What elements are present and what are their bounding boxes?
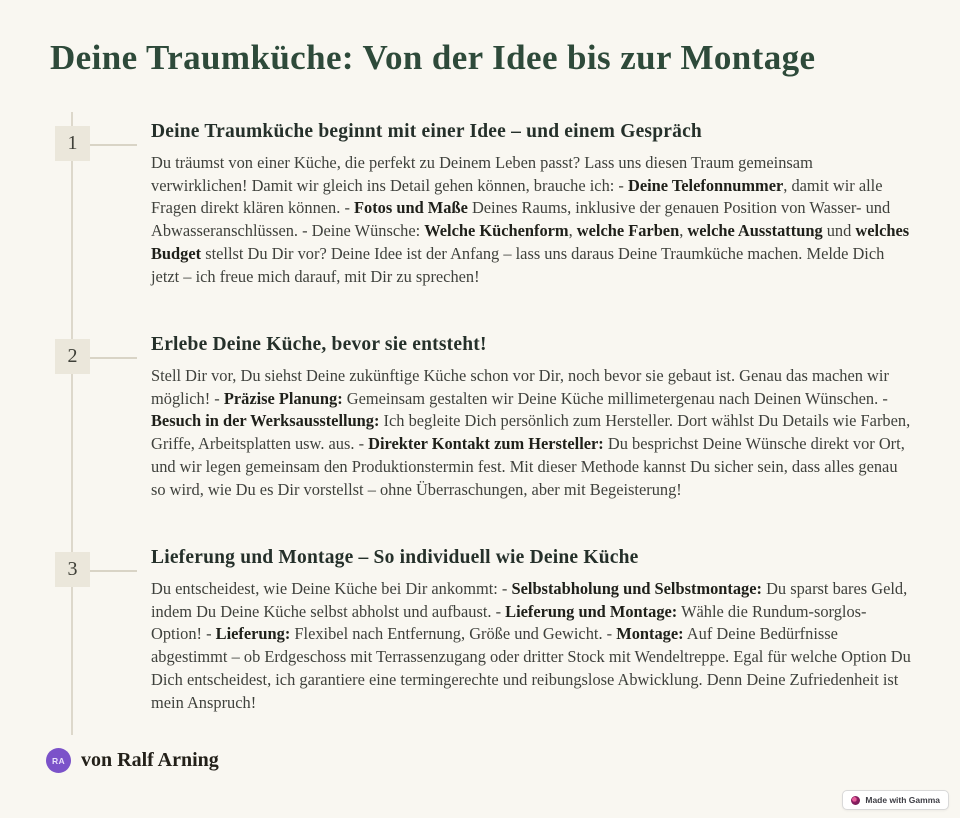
author-footer <box>46 748 219 773</box>
gamma-badge-label: Made with Gamma <box>865 795 940 805</box>
gamma-logo-icon <box>851 796 860 805</box>
section-number-badge <box>55 126 90 161</box>
section-body: Du entscheidest, wie Deine Küche bei Dir ankommt: - Selbstabholung und Selbstmontage: Du sparst bares Geld, indem Du Deine Küche selbst abholst und aufbaust. - Lieferung und Montage: Wähle die Rundum-sorglos-Option! - Lieferung: Flexibel nach Entfernung, Größe und Gewicht. - Montage: Auf Deine Bedürfnisse abgestimmt – ob Erdgeschoss mit Terrassenzugang oder dritter Stock mit Wendeltreppe. Egal für welche Option Du Dich entscheidest, ich garantiere eine termingerechte und reibungslose Abwicklung. Denn Deine Zufriedenheit ist mein Anspruch! <box>151 579 911 712</box>
section-number-badge <box>55 552 90 587</box>
section-body: Stell Dir vor, Du siehst Deine zukünftige Küche schon vor Dir, noch bevor sie gebaut ist. Genau das machen wir möglich! - Präzise Planung: Gemeinsam gestalten wir Deine Küche millimetergenau nach Deinen Wünschen. - Besuch in der Werksausstellung: Ich begleite Dich persönlich zum Hersteller. Dort wählst Du Details wie Farben, Griffe, Arbeitsplatten usw. aus. - Direkter Kontakt zum Hersteller: Du besprichst Deine Wünsche direkt vor Ort, und wir legen gemeinsam den Produktionstermin fest. Mit dieser Methode kannst Du sicher sein, dass alles genau so wird, wie Du es Dir vorstellst – ohne Überraschungen, aber mit Begeisterung! <box>151 366 911 499</box>
section-heading: Erlebe Deine Küche, bevor sie entsteht! <box>151 334 487 355</box>
timeline-section-2 <box>54 334 914 501</box>
page-title: Deine Traumküche: Von der Idee bis zur Montage <box>50 38 816 77</box>
section-number: 3 <box>67 558 78 580</box>
timeline-section-3 <box>54 547 914 714</box>
avatar-initials: RA <box>52 755 65 766</box>
section-number-badge <box>55 339 90 374</box>
section-number: 1 <box>67 132 78 154</box>
section-heading: Lieferung und Montage – So individuell wie Deine Küche <box>151 547 639 568</box>
timeline-section-1 <box>54 121 914 288</box>
section-heading: Deine Traumküche beginnt mit einer Idee – und einem Gespräch <box>151 121 702 142</box>
section-number: 2 <box>67 345 78 367</box>
author-name: von Ralf Arning <box>81 749 219 771</box>
timeline-connector <box>90 357 137 359</box>
section-body: Du träumst von einer Küche, die perfekt zu Deinem Leben passt? Lass uns diesen Traum gemeinsam verwirklichen! Damit wir gleich ins Detail gehen können, brauche ich: - Deine Telefonnummer, damit wir alle Fragen direkt klären können. - Fotos und Maße Deines Raums, inklusive der genauen Position von Wasser- und Abwasseranschlüssen. - Deine Wünsche: Welche Küchenform, welche Farben, welche Ausstattung und welches Budget stellst Du Dir vor? Deine Idee ist der Anfang – lass uns daraus Deine Traumküche machen. Melde Dich jetzt – ich freue mich darauf, mit Dir zu sprechen! <box>151 153 910 286</box>
avatar <box>46 748 71 773</box>
made-with-gamma-badge[interactable] <box>842 790 949 810</box>
timeline-connector <box>90 570 137 572</box>
timeline-connector <box>90 144 137 146</box>
